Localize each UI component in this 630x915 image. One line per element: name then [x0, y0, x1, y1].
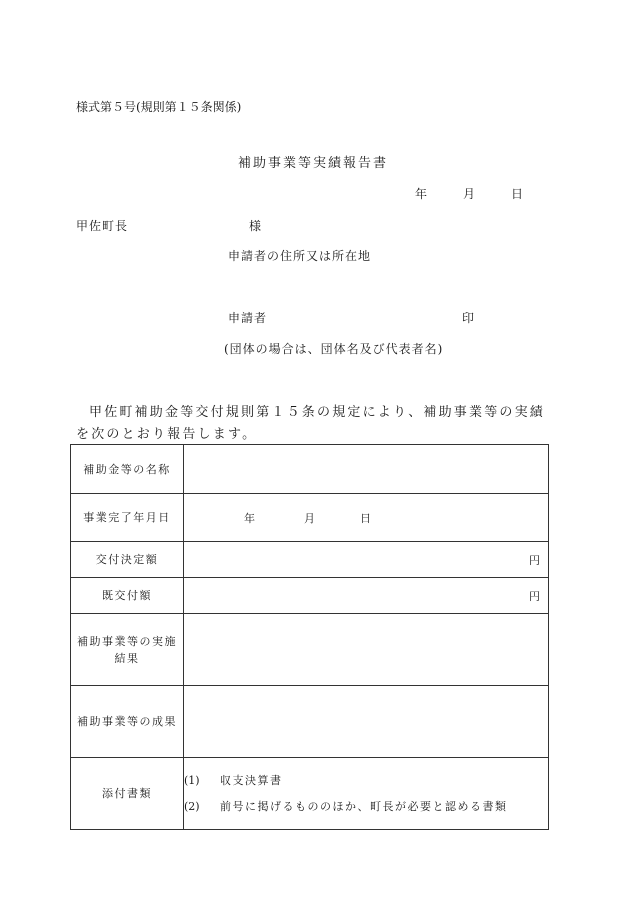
attachment-item: [184, 768, 548, 794]
applicant-address-label: 申請者の住所又は所在地: [228, 249, 372, 263]
row-attachments: [71, 758, 549, 830]
attachment-number: (2): [184, 799, 200, 813]
completion-date-field[interactable]: [184, 494, 549, 542]
row-subsidy-name: [71, 445, 549, 494]
row-completion-date: [71, 494, 549, 542]
completion-month-label: 月: [304, 511, 315, 525]
form-number: 様式第５号(規則第１５条関係): [76, 100, 242, 114]
date-year-label: 年: [415, 187, 428, 201]
completion-year-label: 年: [244, 511, 255, 525]
seal-mark: 印: [462, 311, 475, 325]
attachments-label: 添付書類: [71, 758, 184, 830]
applicant-name-label: 申請者: [228, 311, 268, 325]
attachment-number: (1): [184, 773, 200, 787]
implementation-field[interactable]: [184, 614, 549, 686]
attachment-item: [184, 794, 548, 820]
already-paid-field[interactable]: [184, 578, 549, 614]
decided-amount-field[interactable]: [184, 542, 549, 578]
report-statement: 甲佐町補助金等交付規則第１５条の規定により、補助事業等の実績を次のとおり報告します。: [76, 405, 546, 442]
date-day-label: 日: [511, 187, 524, 201]
addressee-honorific: 様: [249, 219, 262, 233]
row-implementation: [71, 614, 549, 686]
yen-unit: 円: [529, 553, 540, 567]
subsidy-name-label: 補助金等の名称: [71, 445, 184, 494]
date-month-label: 月: [463, 187, 476, 201]
attachment-text: 収支決算書: [220, 773, 283, 787]
implementation-label: 補助事業等の実施結果: [71, 614, 184, 686]
addressee-mayor: 甲佐町長: [76, 219, 129, 233]
completion-date-label: 事業完了年月日: [71, 494, 184, 542]
row-decided-amount: [71, 542, 549, 578]
row-already-paid: [71, 578, 549, 614]
completion-day-label: 日: [360, 511, 371, 525]
document-title: 補助事業等実績報告書: [238, 156, 389, 171]
organization-note: (団体の場合は、団体名及び代表者名): [224, 342, 444, 356]
already-paid-label: 既交付額: [71, 578, 184, 614]
outcome-field[interactable]: [184, 686, 549, 758]
report-table: [70, 444, 549, 830]
row-outcome: [71, 686, 549, 758]
attachments-list: [184, 758, 549, 830]
decided-amount-label: 交付決定額: [71, 542, 184, 578]
outcome-label: 補助事業等の成果: [71, 686, 184, 758]
yen-unit: 円: [529, 589, 540, 603]
subsidy-name-field[interactable]: [184, 445, 549, 494]
attachment-text: 前号に掲げるもののほか、町長が必要と認める書類: [220, 799, 508, 813]
